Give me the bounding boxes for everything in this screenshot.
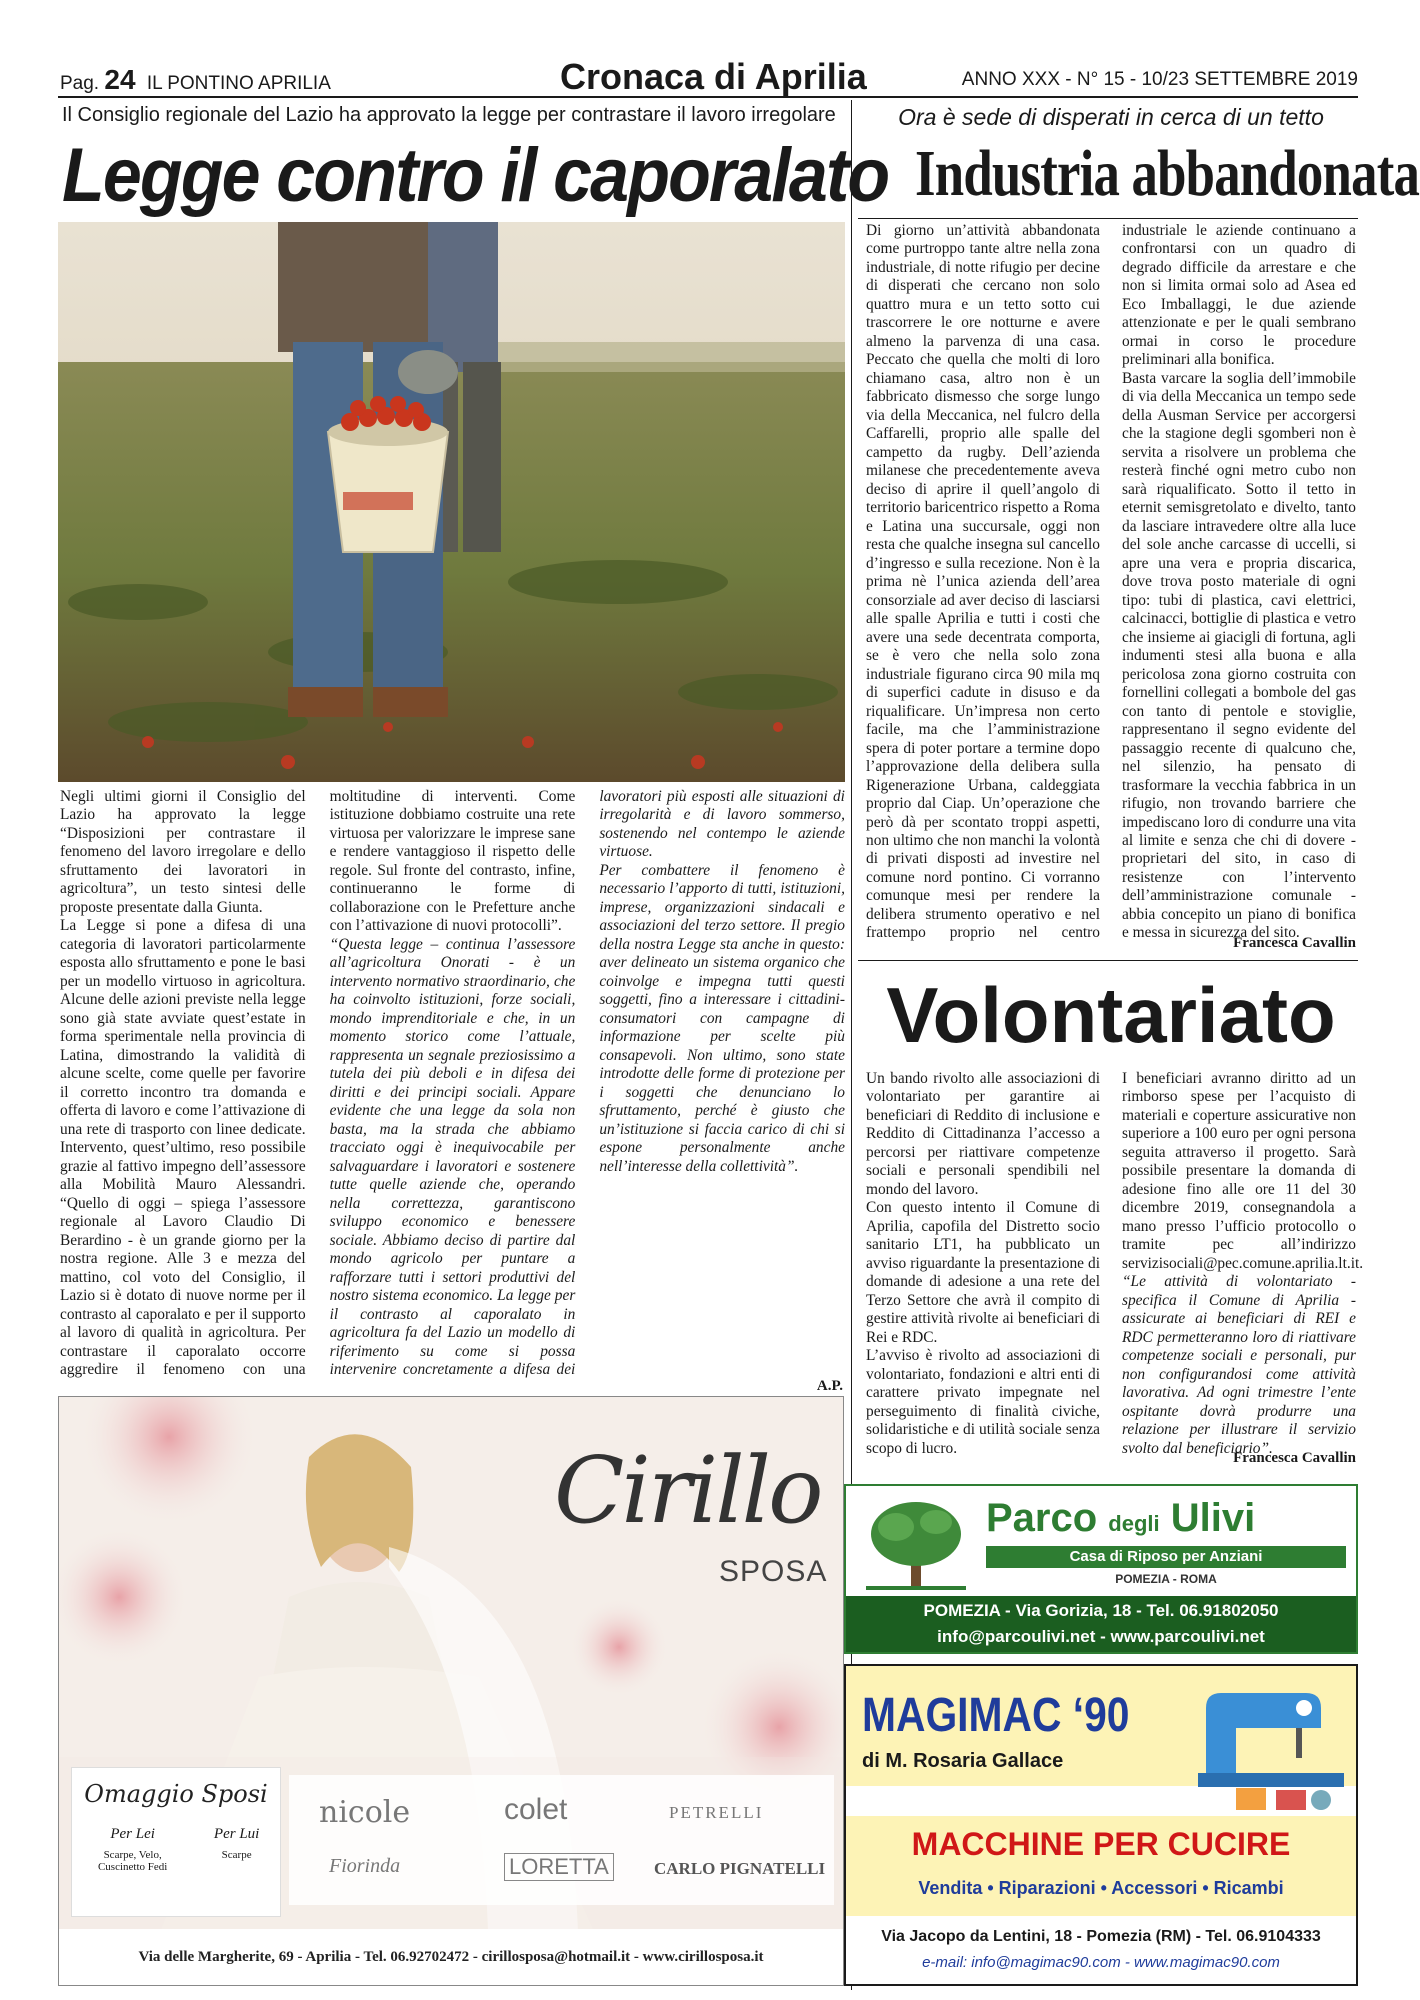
per-lei-items: Scarpe, Velo, Cuscinetto Fedi xyxy=(97,1849,168,1873)
right-article-headline: Industria abbandonata xyxy=(915,137,1420,210)
parco-name-a: Parco xyxy=(986,1496,1098,1540)
parco-name-c: Ulivi xyxy=(1170,1496,1256,1540)
tomato-harvest-photo xyxy=(58,222,845,782)
left-article-kicker: Il Consiglio regionale del Lazio ha approvato la legge per contrastare il lavoro irregolare xyxy=(62,104,836,126)
section-title: Cronaca di Aprilia xyxy=(560,56,867,97)
volontariato-headline: Volontariato xyxy=(886,971,1336,1059)
omaggio-sposi-box xyxy=(71,1767,281,1917)
right-paragraph: Basta varcare la soglia dell’immobile di via della Meccanica un tempo sede della Ausman Service per accorgersi che la stagione degli sgomberi non è servita a risolvere un problema che resterà finché ogni metro cubo non sarà riqualificato. Sotto il tetto in eternit semisgretolato e divelto, tanto da lasciare intravedere oltre alla luce del sole anche carcasse di uccelli, si apre una vera e propria discarica, dove trova posto materiale di ogni tipo: tubi di plastica, cavi elettrici, calcinacci, bottiglie di plastica e vetro che insieme ai giacigli di fortuna, agli indumenti stesi alla buona e alla pericolosa zona giorno costruita con fornellini collegati a bombole del gas con tanto di pentole e stoviglie, rappresentano il segno evidente del passaggio recente di qualcuno che, nel silenzio, ha pensato di trasformare la vecchia fabbrica in un rifugio, non trovando barriere che impediscano loro di condurre una vita al limite e senza che chi di dovere - proprietari del sito, in caso di resistenze con l’intervento dell’amministrazione comunale - abbia concepito un piano di bonifica e messa in sicurezza del sito. xyxy=(1122,369,1356,942)
left-article-signature: A.P. xyxy=(816,1378,843,1394)
brand-fiorinda: Fiorinda xyxy=(329,1855,401,1877)
volontariato-paragraph: Con questo intento il Comune di Aprilia, capofila del Distretto socio sanitario LT1, ha pubblicato un avviso riguardante la presentazione di domande di adesione a una rete del Terzo Settore che avrà il compito di gestire attività rivolte ai beneficiari di Rei e RDC. xyxy=(866,1199,1100,1346)
magimac-address: Via Jacopo da Lentini, 18 - Pomezia (RM) - Tel. 06.9104333 xyxy=(881,1928,1321,1945)
parco-name xyxy=(986,1496,1255,1541)
cirillo-logo-sub: SPOSA xyxy=(719,1555,828,1588)
volontariato-paragraph: L’avviso è rivolto ad associazioni di volontariato, fondazioni e altri enti di carattere privato impegnate nel perseguimento di finalità civiche, solidaristiche e di utilità sociale senza scopo di lucro. xyxy=(866,1347,1100,1457)
sewing-machine-icon xyxy=(1196,1678,1346,1818)
parco-contacts xyxy=(846,1596,1356,1652)
volontariato-body xyxy=(866,1070,1364,1470)
parco-place: POMEZIA - ROMA xyxy=(1115,1572,1217,1586)
right-article-kicker: Ora è sede di disperati in cerca di un tetto xyxy=(898,104,1324,130)
right-headline-rule xyxy=(858,218,1358,219)
per-lei-label: Per Lei xyxy=(110,1826,155,1842)
left-paragraph: Negli ultimi giorni il Consiglio del Lazio ha approvato la legge “Disposizioni per contrastare il fenomeno del lavoro irregolare e dello sfruttamento dei lavoratori in agricoltura”, un testo sintesi delle proposte presentate dalla Giunta. xyxy=(60,788,306,916)
right-article-signature: Francesca Cavallin xyxy=(1233,935,1356,951)
cirillo-footer: Via delle Margherite, 69 - Aprilia - Tel. 06.92702472 - cirillosposa@hotmail.it - www.cirillosposa.it xyxy=(59,1929,843,1985)
parco-address: POMEZIA - Via Gorizia, 18 - Tel. 06.91802050 xyxy=(923,1601,1279,1620)
pag-label: Pag. xyxy=(60,73,100,94)
magimac-contacts: e-mail: info@magimac90.com - www.magimac90.com xyxy=(922,1954,1280,1971)
left-article-body xyxy=(60,788,845,1388)
brand-logos xyxy=(289,1775,834,1905)
magimac-ad[interactable] xyxy=(844,1664,1358,1986)
per-lui-label: Per Lui xyxy=(213,1826,260,1842)
parco-band: Casa di Riposo per Anziani xyxy=(986,1546,1346,1568)
magimac-owner: di M. Rosaria Gallace xyxy=(862,1750,1064,1772)
right-paragraph: Di giorno un’attività abbandonata come purtroppo tante altre nella zona industriale, di notte rifugio per decine di disperati che cercano non solo quattro mura e un tetto sotto cui trascorrere le ore notturne e avere almeno la parvenza di una casa. Peccato che quella che molti di loro chiamano casa, altro non è un fabbricato dismesso che sorge lungo via della Meccanica, nel fulcro della Caffarelli, proprio alle spalle del campetto da rugby. Dell’azienda milanese che precedentemente aveva deciso di aprire il quell’angolo di territorio baricentrico rispetto a Roma e Latina una succursale, oggi non resta che qualche insegna sul cancello d’ingresso e sulla recezione. Non è la prima nè l’unica azienda dell’area consorziale ad aver deciso di lasciarsi alle spalle Aprilia e tutti i costi che avere una sede decentrata comporta, se è vero che nella solo zona industriale figurano circa 90 mila mq di superfici cadute in disuso e da riqualificare. Un’impresa non certo facile, ma che l’amministrazione spera di poter portare a termine dopo l’approvazione della delibera sulla Rigenerazione Urbana, caldeggiata proprio dal Ciap. Un’operazione che però dà per scontato troppi aspetti, non ultimo che non manchi la volontà di privati disposti ad investire nel comune nord pontino. Ci vorranno comunque mesi per rendere la delibera strumento operativo e nel frattempo proprio nel centro industriale le aziende continuano a confrontarsi con un quadro di degrado difficile da arrestare e che non si limita ormai solo ad Asea ed Eco Imballaggi, le due aziende attenzionate e per le quali sembrano ormai in corso le procedure preliminari alla bonifica. xyxy=(866,222,1356,942)
parco-header xyxy=(846,1486,1356,1598)
volontariato-paragraph: “Le attività di volontariato - specifica il Comune di Aprilia - assicurate ai beneficiari di REI e RDC permetteranno loro di riattivare competenze sociali e personali, pur non configurandosi come attività lavorativa. Ad ogni trimestre l’ente ospitante dovrà produrre una relazione per illustrare il servizio svolto dal beneficiario”. xyxy=(1122,1273,1356,1457)
brand-carlo-pignatelli: CARLO PIGNATELLI xyxy=(654,1859,826,1878)
parco-ulivi-ad[interactable] xyxy=(844,1484,1358,1654)
header-rule xyxy=(58,96,1358,98)
page-number-label xyxy=(60,64,331,96)
brand-nicole: nicole xyxy=(319,1795,411,1830)
brand-loretta: LORETTA xyxy=(504,1853,614,1881)
section-rule xyxy=(858,960,1358,961)
parco-web: info@parcoulivi.net - www.parcoulivi.net xyxy=(937,1627,1265,1646)
left-article-headline: Legge contro il caporalato xyxy=(62,133,889,218)
magimac-services: Vendita • Riparazioni • Accessori • Ricambi xyxy=(918,1878,1284,1898)
left-paragraph: “Questa legge – continua l’assessore all’agricoltura Onorati - è un intervento normativo straordinario, che ha coinvolto istituzioni, forze sociali, mondo imprenditoriale e che, in un momento storico come l’attuale, rappresenta un segnale preziosissimo a tutela dei più deboli e in difesa dei diritti e dei principi sociali. Appare evidente che una legge da sola non basta, ma la strada che abbiamo tracciato oggi è inequivocabile per salvaguardare i lavoratori e sostenere tutte quelle aziende che, operando nella correttezza, garantiscono sviluppo economico e benessere sociale. Abbiamo deciso di partire dal mondo agricolo per puntare a rafforzare tutti i settori produttivi del nostro sistema economico. La legge per il contrasto al caporalato in agricoltura fa del Lazio un modello di riferimento su come si possa intervenire concretamente a difesa dei lavoratori più esposti alle situazioni di irregolarità e di lavoro sommerso, sostenendo nel contempo le aziende virtuose. xyxy=(329,788,845,1379)
parco-name-b: degli xyxy=(1108,1511,1160,1536)
cirillo-logo: Cirillo xyxy=(554,1437,821,1544)
brand-colet: colet xyxy=(504,1793,568,1826)
volontariato-paragraph: I beneficiari avranno diritto ad un rimborso spese per l’acquisto di materiali e coperture assicurative non superiore a 100 euro per ogni persona seguita attraverso il progetto. Sarà possibile presentare la domanda di adesione fino alle ore 11 del 30 dicembre 2019, consegnandola a mano presso l’ufficio protocollo o tramite pec all’indirizzo servizisociali@pec.comune.aprilia.lt.it. xyxy=(1122,1070,1364,1272)
omaggio-title: Omaggio Sposi xyxy=(84,1780,268,1808)
volontariato-paragraph: Un bando rivolto alle associazioni di volontariato per garantire ai beneficiari di Reddito di inclusione e Reddito di Cittadinanza l’accesso a percorsi per riattivare competenze sociali e personali spendibili nel mondo del lavoro. xyxy=(866,1070,1100,1198)
cirillo-sposa-ad[interactable] xyxy=(58,1396,844,1986)
issue-info: ANNO XXX - N° 15 - 10/23 SETTEMBRE 2019 xyxy=(961,69,1358,90)
per-lui-items: Scarpe xyxy=(221,1849,252,1861)
right-article-body xyxy=(866,222,1356,952)
publication-name: IL PONTINO APRILIA xyxy=(146,73,331,94)
page-number: 24 xyxy=(104,64,136,95)
photo-illustration xyxy=(58,222,845,782)
magimac-headline: MACCHINE PER CUCIRE xyxy=(911,1826,1291,1862)
volontariato-signature: Francesca Cavallin xyxy=(1233,1450,1356,1466)
left-paragraph: Per combattere il fenomeno è necessario l’apporto di tutti, istituzioni, imprese, organizzazioni sindacali e associazioni del terzo settore. Il pregio della nostra Legge sta anche in questo: aver delineato un sistema organico che coinvolge e impegna tutti questi soggetti, fino a interessare i cittadini-consumatori con campagne di informazione per scelte più consapevoli. Non ultimo, sono state introdotte delle forme di protezione per i soggetti che denunciano lo sfruttamento, perché è giusto che un’istituzione si faccia carico di chi si espone personalmente anche nell’interesse della collettività”. xyxy=(599,861,845,1175)
brand-petrelli: PETRELLI xyxy=(669,1803,764,1822)
left-paragraph: La Legge si pone a difesa di una categoria di lavoratori particolarmente esposta allo sfruttamento e pone le basi per un modello virtuoso in agricoltura. Alcune delle azioni previste nella legge sono già state avviate quest’estate in forma sperimentale nella provincia di Latina, dimostrando la validità di alcune scelte, come quelle per favorire il corretto incontro tra domanda e offerta di lavoro e come l’attivazione di una rete di trasporto con linee dedicate. Intervento, quest’ultimo, reso possibile grazie al fattivo impegno dell’assessore alla Mobilità Mauro Alessandri. “Quello di oggi – spiega l’assessore regionale al Lavoro Claudio Di Berardino - è un grande giorno per la nostra regione. Alle 3 e mezza del mattino, col voto del Consiglio, il Lazio si è dotato di nuove norme per il contrasto al caporalato e per il supporto al lavoro di qualità in agricoltura. Per contrastare il caporalato occorre aggredire il fenomeno con una moltitudine di interventi. Come istituzione dobbiamo costruite una rete virtuosa per valorizzare le imprese sane e rendere vantaggioso il rispetto delle regole. Sul fronte del contrasto, infine, continueranno le forme di collaborazione con le Prefetture anche con l’attivazione di nuovi protocolli”. xyxy=(60,788,576,1379)
magimac-name: MAGIMAC ‘90 xyxy=(862,1689,1130,1742)
olive-tree-icon xyxy=(856,1492,976,1596)
